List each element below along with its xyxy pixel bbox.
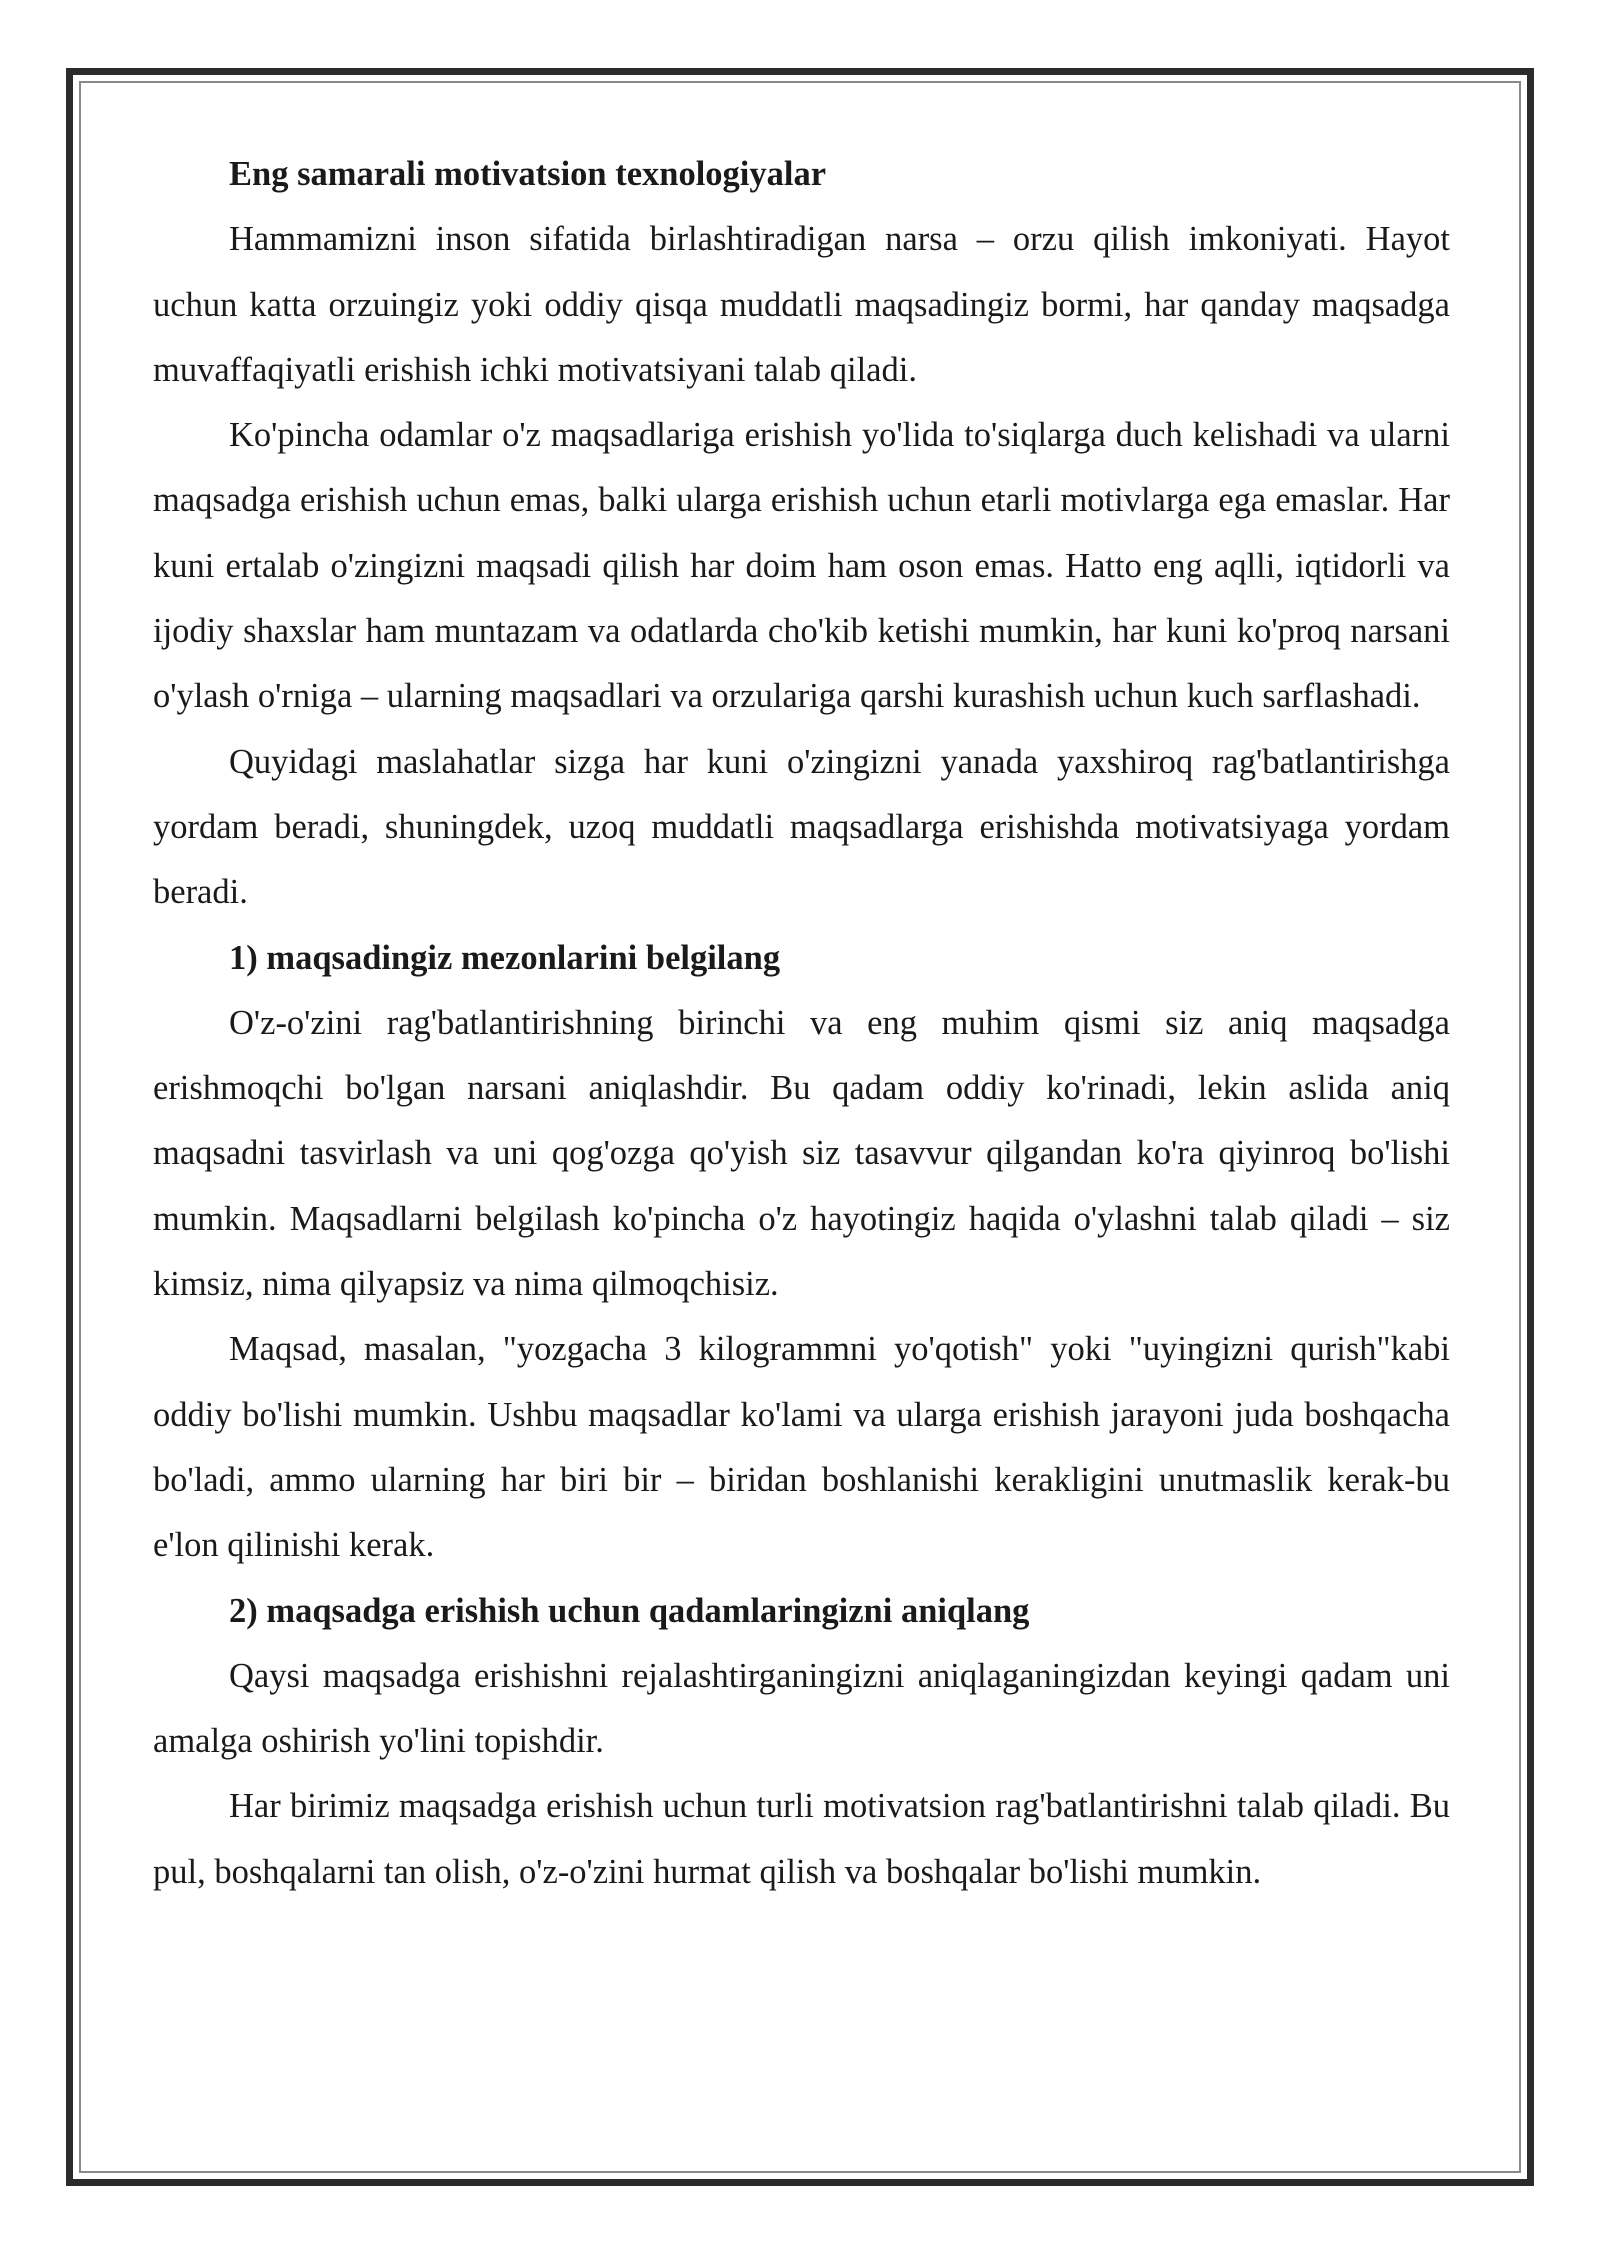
paragraph: Quyidagi maslahatlar sizga har kuni o'zingizni yanada yaxshiroq rag'batlantirishga yordam beradi, shuningdek, uzoq muddatli maqsadlarga erishishda motivatsiyaga yordam beradi. [153,742,1450,912]
paragraph: O'z-o'zini rag'batlantirishning birinchi va eng muhim qismi siz aniq maqsadga erishmoqchi bo'lgan narsani aniqlashdir. Bu qadam oddiy ko'rinadi, lekin aslida aniq maqsadni tasvirlash va uni qog'ozga qo'yish siz tasavvur qilgandan ko'ra qiyinroq bo'lishi mumkin. Maqsadlarni belgilash ko'pincha o'z hayotingiz haqida o'ylashni talab qiladi – siz kimsiz, nima qilyapsiz va nima qilmoqchisiz. [153,1003,1450,1304]
paragraph: Har birimiz maqsadga erishish uchun turli motivatsion rag'batlantirishni talab qiladi. Bu pul, boshqalarni tan olish, o'z-o'zini hurmat qilish va boshqalar bo'lishi mumkin. [153,1787,1450,1891]
document-body [153,142,1450,1905]
paragraph: Hammamizni inson sifatida birlashtiradigan narsa – orzu qilish imkoniyati. Hayot uchun katta orzuingiz yoki oddiy qisqa muddatli maqsadingiz bormi, har qanday maqsadga muvaffaqiyatli erishish ichki motivatsiyani talab qiladi. [153,220,1450,389]
paragraph: Qaysi maqsadga erishishni rejalashtirganingizni aniqlaganingizdan keyingi qadam uni amalga oshirish yo'lini topishdir. [153,1656,1450,1761]
section-heading-1: 1) maqsadingiz mezonlarini belgilang [229,938,781,977]
section-heading-2: 2) maqsadga erishish uchun qadamlaringizni aniqlang [229,1591,1030,1630]
paragraph: Ko'pincha odamlar o'z maqsadlariga erishish yo'lida to'siqlarga duch kelishadi va ularni maqsadga erishish uchun emas, balki ularga erishish uchun etarli motivlarga ega emaslar. Har kuni ertalab o'zingizni maqsadi qilish har doim ham oson emas. Hatto eng aqlli, iqtidorli va ijodiy shaxslar ham muntazam va odatlarda cho'kib ketishi mumkin, har kuni ko'proq narsani o'ylash o'rniga – ularning maqsadlari va orzulariga qarshi kurashish uchun kuch sarflashadi. [153,416,1450,716]
paragraph: Maqsad, masalan, "yozgacha 3 kilogrammni yo'qotish" yoki "uyingizni qurish"kabi oddiy bo'lishi mumkin. Ushbu maqsadlar ko'lami va ularga erishish jarayoni juda boshqacha bo'ladi, ammo ularning har biri bir – biridan boshlanishi kerakligini unutmaslik kerak-bu e'lon qilinishi kerak. [153,1330,1450,1565]
document-title: Eng samarali motivatsion texnologiyalar [229,155,827,193]
